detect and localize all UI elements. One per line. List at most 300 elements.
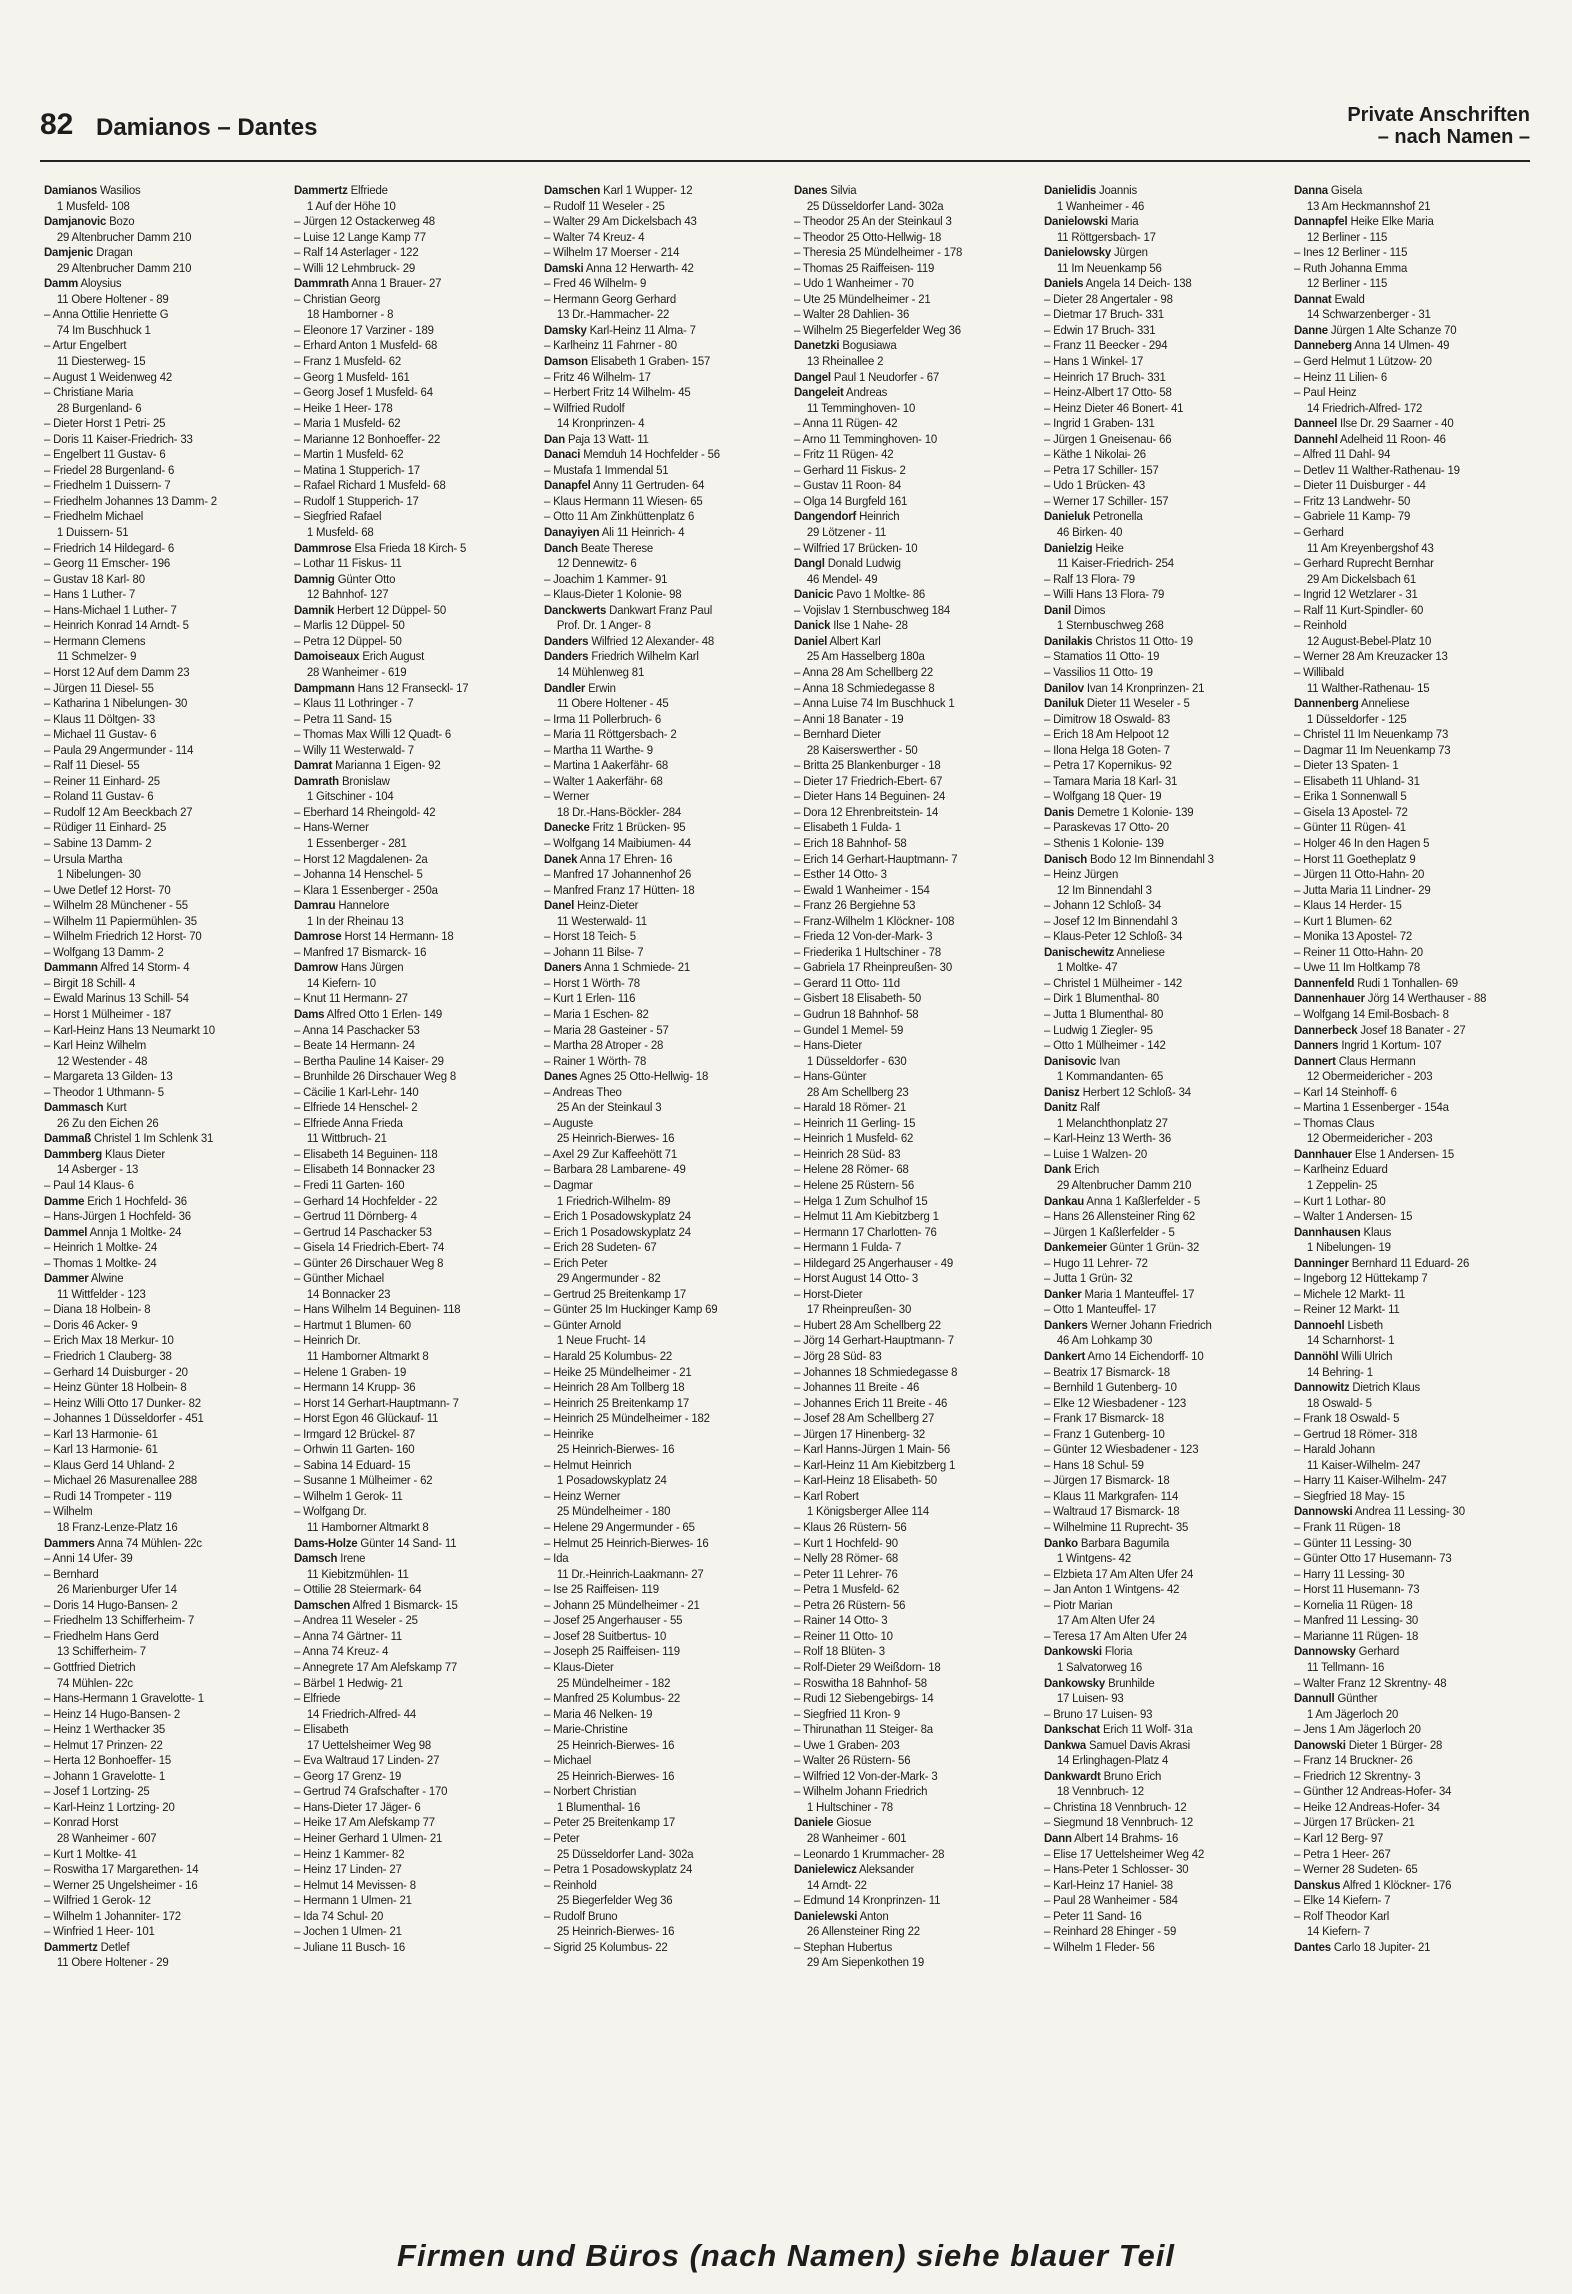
entry-line: – Harry 11 Lessing- 30 [1294, 1566, 1405, 1581]
entry-line: – Heike 17 Am Alefskamp 77 [294, 1815, 435, 1830]
entry-surname-line: Daniel Albert Karl [794, 633, 881, 648]
entry-line: – Willi Hans 13 Flora- 79 [1044, 587, 1165, 602]
entry-address-line: 26 Marienburger Ufer 14 [56, 1582, 177, 1597]
entry-surname-line: Dan Paja 13 Watt- 11 [544, 431, 649, 446]
entry-line: – Michael 26 Masurenallee 288 [44, 1473, 198, 1488]
entry-address-line: 1 Neue Frucht- 14 [556, 1333, 646, 1348]
entry-line: – Dieter 28 Angertaler - 98 [1044, 291, 1173, 306]
entry-line: – Kurt 1 Lothar- 80 [1294, 1193, 1386, 1208]
entry-address-line: 25 Düsseldorfer Land- 302a [806, 198, 944, 213]
entry-line: – Helmut Heinrich [544, 1457, 632, 1472]
entry-surname-line: Dammer Alwine [44, 1271, 124, 1286]
entry-line: – Hubert 28 Am Schellberg 22 [794, 1317, 941, 1332]
entry-line: – Günther 12 Andreas-Hofer- 34 [1294, 1784, 1452, 1799]
entry-address-line: 12 Obermeidericher - 203 [1306, 1131, 1433, 1146]
entry-address-line: 25 Mündelheimer - 180 [556, 1504, 671, 1519]
entry-surname-line: Dammertz Elfriede [294, 183, 388, 197]
entry-address-line: 14 Arndt- 22 [806, 1877, 867, 1892]
entry-line: – Heiner Gerhard 1 Ulmen- 21 [294, 1830, 443, 1845]
entry-line: – Heinz 17 Linden- 27 [294, 1862, 402, 1877]
entry-line: – Siegfried 11 Kron- 9 [794, 1706, 901, 1721]
entry-line: – Maria 28 Gasteiner - 57 [544, 1022, 669, 1037]
entry-surname-line: Danes Agnes 25 Otto-Hellwig- 18 [544, 1069, 709, 1084]
entry-line: – Petra 1 Posadowskyplatz 24 [544, 1862, 693, 1877]
directory-column-2 [294, 183, 515, 2208]
entry-line: – Anna 74 Kreuz- 4 [294, 1644, 389, 1659]
entry-surname-line: Danielowsky Jürgen [1044, 245, 1148, 260]
entry-line: – Wilhelm 17 Moerser - 214 [544, 245, 680, 260]
entry-line: – Elfriede 14 Henschel- 2 [294, 1100, 418, 1115]
entry-line: – Ralf 11 Diesel- 55 [44, 758, 140, 773]
entry-line: – Thirunathan 11 Steiger- 8a [794, 1722, 933, 1737]
entry-line: – Heike 25 Mündelheimer - 21 [544, 1364, 692, 1379]
entry-line: – Wilhelm Friedrich 12 Horst- 70 [44, 929, 202, 944]
entry-address-line: 1 Auf der Höhe 10 [306, 198, 396, 213]
entry-line: – Karl-Heinz 13 Werth- 36 [1044, 1131, 1171, 1146]
entry-line: – Klaus 14 Herder- 15 [1294, 898, 1402, 913]
entry-line: – Konrad Horst [44, 1815, 119, 1830]
entry-line: – Erika 1 Sonnenwall 5 [1294, 789, 1407, 804]
entry-line: – Friedhelm 1 Duissern- 7 [44, 478, 171, 493]
entry-line: – Theodor 25 Otto-Hellwig- 18 [794, 229, 942, 244]
entry-line: – Klara 1 Essenberger - 250a [294, 882, 438, 897]
entry-line: – Ewald 1 Wanheimer - 154 [794, 882, 930, 897]
entry-address-line: 28 Wanheimer - 601 [806, 1830, 907, 1845]
entry-line: – Olga 14 Burgfeld 161 [794, 493, 908, 508]
entry-line: – Axel 29 Zur Kaffeehött 71 [544, 1146, 677, 1161]
entry-address-line: 11 Wittfelder - 123 [56, 1286, 146, 1301]
entry-line: – Horst 12 Auf dem Damm 23 [44, 664, 190, 679]
entry-line: – Klaus 11 Döltgen- 33 [44, 711, 156, 726]
entry-line: – Heinrich 1 Musfeld- 62 [794, 1131, 914, 1146]
entry-line: – Artur Engelbert [44, 338, 127, 353]
entry-line: – Günter 26 Dirschauer Weg 8 [294, 1255, 444, 1270]
entry-line: – Juliane 11 Busch- 16 [294, 1939, 406, 1954]
entry-surname-line: Dams Alfred Otto 1 Erlen- 149 [294, 1006, 443, 1021]
page-title: Damianos – Dantes [96, 114, 318, 141]
entry-address-line: 29 Altenbrucher Damm 210 [1056, 1178, 1192, 1192]
entry-line: – Martina 1 Aakerfähr- 68 [544, 758, 669, 773]
entry-line: – Helmut 14 Mevissen- 8 [294, 1877, 416, 1892]
entry-surname-line: Damme Erich 1 Hochfeld- 36 [44, 1193, 187, 1208]
section-title [1347, 104, 1530, 148]
entry-line: – Susanne 1 Mülheimer - 62 [294, 1473, 433, 1488]
entry-surname-line: Damsch Irene [294, 1551, 366, 1566]
footer-note: Firmen und Büros (nach Namen) siehe blauer Teil [397, 2238, 1175, 2273]
entry-line: – Gabriela 17 Rheinpreußen- 30 [794, 960, 952, 975]
entry-line: – Michael 11 Gustav- 6 [44, 727, 157, 742]
entry-line: – Edmund 14 Kronprinzen- 11 [794, 1893, 941, 1908]
entry-line: – Reiner 11 Otto- 10 [794, 1628, 893, 1643]
entry-line: – Theodor 25 An der Steinkaul 3 [794, 214, 952, 229]
entry-line: – Gudrun 18 Bahnhof- 58 [794, 1006, 919, 1021]
entry-surname-line: Dammel Annja 1 Moltke- 24 [44, 1224, 182, 1239]
entry-address-line: 18 Dr.-Hans-Böckler- 284 [556, 804, 682, 819]
entry-line: – Sthenis 1 Kolonie- 139 [1044, 835, 1164, 850]
entry-line: – Hermann 14 Krupp- 36 [294, 1380, 416, 1395]
entry-line: – Ida 74 Schul- 20 [294, 1908, 384, 1923]
entry-surname-line: Danis Demetre 1 Kolonie- 139 [1044, 804, 1194, 819]
entry-line: – Werner [544, 789, 590, 804]
entry-line: – Jürgen 17 Hinenberg- 32 [794, 1426, 926, 1441]
entry-address-line: 46 Mendel- 49 [806, 571, 878, 586]
entry-line: – Karl Robert [794, 1488, 859, 1503]
entry-line: – Ralf 11 Kurt-Spindler- 60 [1294, 602, 1424, 617]
entry-line: – Hermann 1 Ulmen- 21 [294, 1893, 412, 1908]
entry-address-line: 1 Wanheimer - 46 [1056, 198, 1145, 213]
entry-surname-line: Dankowsky Brunhilde [1044, 1675, 1155, 1690]
entry-line: – Karl Heinz Wilhelm [44, 1038, 147, 1053]
entry-line: – Paul Heinz [1294, 385, 1357, 400]
entry-surname-line: Dandler Erwin [544, 680, 616, 695]
entry-line: – Petra 17 Kopernikus- 92 [1044, 758, 1172, 773]
entry-line: – Käthe 1 Nikolai- 26 [1044, 447, 1146, 462]
entry-line: – Maria 46 Nelken- 19 [544, 1706, 653, 1721]
entry-line: – Erich Max 18 Merkur- 10 [44, 1333, 174, 1348]
entry-line: – Eleonore 17 Varziner - 189 [294, 322, 434, 337]
entry-line: – Jens 1 Am Jägerloch 20 [1294, 1722, 1421, 1737]
entry-address-line: 1 In der Rheinau 13 [306, 913, 404, 928]
entry-line: – Gerhard 14 Hochfelder - 22 [294, 1193, 438, 1208]
entry-line: – Roswitha 18 Bahnhof- 58 [794, 1675, 927, 1690]
entry-address-line: 11 Am Kreyenbergshof 43 [1306, 540, 1434, 555]
entry-surname-line: Dangl Donald Ludwig [794, 556, 901, 571]
entry-address-line: 11 Im Neuenkamp 56 [1056, 260, 1162, 275]
entry-line: – Günter 12 Wiesbadener - 123 [1044, 1442, 1199, 1457]
entry-surname-line: Danneberg Anna 14 Ulmen- 49 [1294, 338, 1450, 353]
entry-line: – Heinrich Dr. [294, 1333, 361, 1348]
directory-column-3 [544, 183, 765, 2208]
entry-line: – Kurt 1 Hochfeld- 90 [794, 1535, 898, 1550]
entry-line: – Johannes 11 Breite - 46 [794, 1380, 920, 1395]
entry-line: – Heinrich 11 Gerling- 15 [794, 1115, 916, 1130]
entry-address-line: 1 Essenberger - 281 [306, 835, 407, 850]
entry-address-line: 25 An der Steinkaul 3 [556, 1100, 662, 1115]
entry-line: – Siegfried 18 May- 15 [1294, 1488, 1405, 1503]
entry-line: – Siegfried Rafael [294, 509, 382, 524]
entry-line: – Anna Ottilie Henriette G [44, 307, 169, 322]
entry-surname-line: Danninger Bernhard 11 Eduard- 26 [1294, 1255, 1470, 1270]
entry-surname-line: Danaci Memduh 14 Hochfelder - 56 [544, 447, 720, 462]
entry-line: – Jutta 1 Blumenthal- 80 [1044, 1006, 1164, 1021]
entry-line: – Willy 11 Westerwald- 7 [294, 742, 414, 757]
entry-line: – Horst Egon 46 Glückauf- 11 [294, 1411, 439, 1426]
entry-line: – Harald 18 Römer- 21 [794, 1100, 907, 1115]
entry-line: – Heinrich Konrad 14 Arndt- 5 [44, 618, 189, 633]
entry-surname-line: Danecke Fritz 1 Brücken- 95 [544, 820, 686, 835]
entry-line: – Karl-Heinz 1 Lortzing- 20 [44, 1799, 175, 1814]
entry-surname-line: Damrau Hannelore [294, 898, 390, 913]
entry-address-line: 1 Friedrich-Wilhelm- 89 [556, 1193, 671, 1208]
entry-line: – Matina 1 Stupperich- 17 [294, 462, 420, 477]
entry-line: – Heinrich 25 Breitenkamp 17 [544, 1395, 690, 1410]
entry-line: – Hans-Hermann 1 Gravelotte- 1 [44, 1691, 204, 1706]
entry-line: – Gustav 18 Karl- 80 [44, 571, 145, 586]
entry-line: – Werner 17 Schiller- 157 [1044, 493, 1169, 508]
entry-line: – Ingeborg 12 Hüttekamp 7 [1294, 1271, 1428, 1286]
entry-line: – Hugo 11 Lehrer- 72 [1044, 1255, 1148, 1270]
entry-surname-line: Danielowski Maria [1044, 214, 1139, 229]
entry-line: – Rafael Richard 1 Musfeld- 68 [294, 478, 446, 493]
entry-line: – Rolf Theodor Karl [1294, 1908, 1390, 1923]
entry-surname-line: Dannull Günther [1294, 1691, 1378, 1706]
entry-surname-line: Danckwerts Dankwart Franz Paul [544, 602, 713, 617]
entry-surname-line: Daners Anna 1 Schmiede- 21 [544, 960, 691, 975]
entry-line: – Bernhild 1 Gutenberg- 10 [1044, 1380, 1177, 1395]
entry-line: – Marlis 12 Düppel- 50 [294, 618, 405, 633]
entry-address-line: 25 Heinrich-Bierwes- 16 [556, 1924, 675, 1939]
entry-line: – Fredi 11 Garten- 160 [294, 1178, 405, 1192]
entry-line: – Teresa 17 Am Alten Ufer 24 [1044, 1628, 1187, 1643]
entry-address-line: 1 Moltke- 47 [1056, 960, 1118, 975]
entry-address-line: 25 Biegerfelder Weg 36 [556, 1893, 673, 1908]
entry-address-line: 46 Am Lohkamp 30 [1056, 1333, 1153, 1348]
entry-line: – Klaus-Peter 12 Schloß- 34 [1044, 929, 1183, 944]
entry-line: – Friedrich 1 Clauberg- 38 [44, 1349, 172, 1364]
entry-line: – Willibald [1294, 664, 1344, 679]
entry-line: – Josef 1 Lortzing- 25 [44, 1784, 150, 1799]
entry-surname-line: Dankwardt Bruno Erich [1044, 1768, 1162, 1783]
entry-address-line: 1 Am Jägerloch 20 [1306, 1706, 1399, 1721]
entry-line: – Beatrix 17 Bismarck- 18 [1044, 1364, 1170, 1379]
entry-address-line: 11 Obere Holtener - 29 [56, 1955, 169, 1970]
entry-line: – Georg 11 Emscher- 196 [44, 556, 171, 571]
entry-line: – Dietmar 17 Bruch- 331 [1044, 307, 1164, 322]
entry-address-line: 25 Heinrich-Bierwes- 16 [556, 1131, 675, 1146]
entry-address-line: 17 Am Alten Ufer 24 [1056, 1613, 1155, 1628]
entry-line: – Wilfried Rudolf [544, 400, 625, 415]
entry-line: – Anna 18 Schmiedegasse 8 [794, 680, 935, 695]
entry-line: – Dimitrow 18 Oswald- 83 [1044, 711, 1171, 726]
entry-address-line: 14 Friedrich-Alfred- 44 [306, 1706, 417, 1721]
entry-surname-line: Dannert Claus Hermann [1294, 1053, 1416, 1068]
entry-line: – Vojislav 1 Sternbuschweg 184 [794, 602, 951, 617]
entry-address-line: 1 Düsseldorfer - 125 [1306, 711, 1407, 726]
entry-surname-line: Danielewicz Aleksander [794, 1862, 915, 1877]
entry-line: – Josef 25 Angerhauser - 55 [544, 1613, 683, 1628]
entry-line: – Christina 18 Vennbruch- 12 [1044, 1799, 1187, 1814]
entry-line: – Frieda 12 Von-der-Mark- 3 [794, 929, 933, 944]
entry-line: – Günther Michael [294, 1271, 385, 1286]
entry-line: – Karl 12 Berg- 97 [1294, 1830, 1384, 1845]
entry-line: – Marie-Christine [544, 1722, 628, 1737]
entry-line: – Helene 1 Graben- 19 [294, 1364, 407, 1379]
entry-line: – Thomas 1 Moltke- 24 [44, 1255, 157, 1270]
entry-address-line: 25 Heinrich-Bierwes- 16 [556, 1768, 675, 1783]
entry-address-line: 13 Schifferheim- 7 [56, 1644, 146, 1659]
entry-surname-line: Dankau Anna 1 Kaßlerfelder - 5 [1044, 1193, 1201, 1208]
entry-line: – Karl-Heinz 18 Elisabeth- 50 [794, 1473, 937, 1488]
entry-address-line: 11 Kiebitzmühlen- 11 [306, 1566, 409, 1581]
entry-line: – Elfriede Anna Frieda [294, 1115, 403, 1130]
entry-line: – Frank 18 Oswald- 5 [1294, 1411, 1400, 1426]
entry-line: – Jürgen 17 Brücken- 21 [1294, 1815, 1415, 1830]
entry-address-line: 29 Lötzener - 11 [806, 525, 887, 540]
entry-line: – Wilfried 17 Brücken- 10 [794, 540, 918, 555]
entry-line: – Franz 14 Bruckner- 26 [1294, 1753, 1413, 1768]
entry-line: – Reinhold [1294, 618, 1347, 633]
entry-line: – Karl-Heinz Hans 13 Neumarkt 10 [44, 1022, 215, 1037]
entry-line: – Werner 28 Sudeten- 65 [1294, 1862, 1418, 1877]
entry-line: – Elke 12 Wiesbadener - 123 [1044, 1395, 1187, 1410]
entry-line: – Thomas 25 Raiffeisen- 119 [794, 260, 935, 275]
entry-line: – Lothar 11 Fiskus- 11 [294, 556, 402, 571]
entry-line: – Karlheinz 11 Fahrner - 80 [544, 338, 677, 353]
entry-surname-line: Daniels Angela 14 Deich- 138 [1044, 276, 1192, 291]
entry-address-line: 11 Hamborner Altmarkt 8 [306, 1349, 429, 1364]
section-title-line1: Private Anschriften [1347, 104, 1530, 126]
entry-line: – Theodor 1 Uthmann- 5 [44, 1084, 164, 1099]
entry-line: – Hans-Peter 1 Schlosser- 30 [1044, 1862, 1189, 1877]
entry-line: – Ralf 13 Flora- 79 [1044, 571, 1135, 586]
entry-line: – Jutta 1 Grün- 32 [1044, 1271, 1133, 1286]
entry-surname-line: Dangeleit Andreas [794, 385, 888, 400]
entry-address-line: 14 Schwarzenberger - 31 [1306, 307, 1431, 322]
entry-address-line: 13 Am Heckmannshof 21 [1306, 198, 1431, 213]
entry-line: – Hans-Michael 1 Luther- 7 [44, 602, 177, 617]
entry-line: – Gerhard 11 Fiskus- 2 [794, 462, 906, 477]
entry-surname-line: Dammers Anna 74 Mühlen- 22c [44, 1535, 202, 1550]
entry-line: – Karlheinz Eduard [1294, 1162, 1388, 1177]
entry-surname-line: Dannenhauer Jörg 14 Werthauser - 88 [1294, 991, 1487, 1006]
entry-line: – Rudolf 1 Stupperich- 17 [294, 493, 419, 508]
entry-line: – Helmut 25 Heinrich-Bierwes- 16 [544, 1535, 709, 1550]
entry-line: – Esther 14 Otto- 3 [794, 867, 887, 882]
entry-line: – Martina 1 Essenberger - 154a [1294, 1100, 1449, 1115]
entry-surname-line: Damjanovic Bozo [44, 214, 135, 229]
entry-line: – Franz 26 Bergiehne 53 [794, 898, 916, 913]
entry-line: – Maria 1 Eschen- 82 [544, 1006, 649, 1021]
entry-surname-line: Danitz Ralf [1044, 1100, 1100, 1115]
entry-address-line: 11 Kaiser-Wilhelm- 247 [1306, 1457, 1421, 1472]
entry-line: – Friedrich 14 Hildegard- 6 [44, 540, 174, 555]
entry-line: – Siegmund 18 Vennbruch- 12 [1044, 1815, 1194, 1830]
entry-line: – Gottfried Dietrich [44, 1659, 136, 1674]
entry-line: – Hermann 17 Charlotten- 76 [794, 1224, 937, 1239]
entry-line: – Karl-Heinz 17 Haniel- 38 [1044, 1877, 1173, 1892]
entry-line: – Elisabeth [294, 1722, 349, 1737]
entry-surname-line: Danders Wilfried 12 Alexander- 48 [544, 633, 715, 648]
entry-address-line: 12 Obermeidericher - 203 [1306, 1069, 1433, 1084]
entry-address-line: 18 Oswald- 5 [1306, 1395, 1372, 1410]
entry-surname-line: Damm Aloysius [44, 276, 122, 291]
entry-line: – Dieter 13 Spaten- 1 [1294, 758, 1399, 773]
entry-surname-line: Dankert Arno 14 Eichendorff- 10 [1044, 1349, 1204, 1364]
entry-line: – Uwe 1 Graben- 203 [794, 1737, 900, 1752]
entry-line: – Wilhelm 1 Johanniter- 172 [44, 1908, 181, 1923]
entry-line: – Elfriede [294, 1691, 341, 1706]
entry-address-line: 11 Hamborner Altmarkt 8 [306, 1520, 429, 1535]
entry-line: – Heinz Günter 18 Holbein- 8 [44, 1380, 187, 1395]
entry-line: – Harald 25 Kolumbus- 22 [544, 1349, 673, 1364]
entry-line: – Friedrich 12 Skrentny- 3 [1294, 1768, 1421, 1783]
entry-line: – Willi 12 Lehmbruck- 29 [294, 260, 416, 275]
entry-line: – Paula 29 Angermunder - 114 [44, 742, 194, 757]
entry-line: – Roland 11 Gustav- 6 [44, 789, 154, 804]
entry-surname-line: Dannehl Adelheid 11 Roon- 46 [1294, 431, 1446, 446]
entry-line: – Erhard Anton 1 Musfeld- 68 [294, 338, 438, 353]
entry-surname-line: Dannhausen Klaus [1294, 1224, 1392, 1239]
entry-line: – Margareta 13 Gilden- 13 [44, 1069, 173, 1084]
entry-line: – Gundel 1 Memel- 59 [794, 1022, 904, 1037]
entry-line: – Knut 11 Hermann- 27 [294, 991, 408, 1006]
entry-address-line: 11 Schmelzer- 9 [56, 649, 137, 664]
entry-line: – Walter 28 Dahlien- 36 [794, 307, 910, 322]
entry-line: – Roswitha 17 Margarethen- 14 [44, 1862, 199, 1877]
entry-line: – Erich Peter [544, 1255, 608, 1270]
entry-line: – Horst 1 Wörth- 78 [544, 975, 640, 990]
entry-line: – Wolfgang 13 Damm- 2 [44, 944, 164, 959]
entry-line: – Fritz 46 Wilhelm- 17 [544, 369, 651, 384]
entry-line: – Horst-Dieter [794, 1286, 863, 1301]
entry-surname-line: Danko Barbara Bagumila [1044, 1535, 1170, 1550]
entry-line: – Christel 11 Im Neuenkamp 73 [1294, 727, 1449, 742]
entry-line: – Irmgard 12 Brückel- 87 [294, 1426, 416, 1441]
entry-line: – Piotr Marian [1044, 1597, 1113, 1612]
entry-line: – Holger 46 In den Hagen 5 [1294, 835, 1430, 850]
entry-line: – Elisabeth 14 Beguinen- 118 [294, 1146, 438, 1161]
entry-line: – Andreas Theo [544, 1084, 622, 1099]
entry-line: – Gustav 11 Roon- 84 [794, 478, 902, 493]
entry-line: – Doris 46 Acker- 9 [44, 1317, 138, 1332]
entry-line: – Elisabeth 14 Bonnacker 23 [294, 1162, 435, 1177]
entry-line: – Manfred 25 Kolumbus- 22 [544, 1691, 681, 1706]
entry-line: – Werner 25 Ungelsheimer - 16 [44, 1877, 198, 1892]
entry-line: – Peter 25 Breitenkamp 17 [544, 1815, 676, 1830]
entry-line: – Karl 14 Steinhoff- 6 [1294, 1084, 1397, 1099]
entry-address-line: 13 Dr.-Hammacher- 22 [556, 307, 670, 322]
entry-line: – Petra 1 Heer- 267 [1294, 1846, 1391, 1861]
entry-line: – Eva Waltraud 17 Linden- 27 [294, 1753, 440, 1768]
entry-line: – Erich 18 Am Helpoot 12 [1044, 727, 1169, 742]
entry-line: – Paul 14 Klaus- 6 [44, 1178, 134, 1192]
entry-line: – Jürgen 11 Otto-Hahn- 20 [1294, 867, 1425, 882]
entry-line: – Helene 25 Rüstern- 56 [794, 1178, 914, 1192]
entry-line: – Hans 18 Schul- 59 [1044, 1457, 1144, 1472]
entry-line: – Irma 11 Pollerbruch- 6 [544, 711, 662, 726]
entry-line: – Ingrid 12 Wetzlarer - 31 [1294, 587, 1418, 602]
entry-line: – Manfred Franz 17 Hütten- 18 [544, 882, 695, 897]
entry-line: – Kurt 1 Erlen- 116 [544, 991, 636, 1006]
entry-line: – Reiner 11 Otto-Hahn- 20 [1294, 944, 1423, 959]
entry-line: – Hermann Clemens [44, 633, 146, 648]
entry-line: – Jörg 14 Gerhart-Hauptmann- 7 [794, 1333, 954, 1348]
entry-surname-line: Damianos Wasilios [44, 183, 141, 197]
entry-address-line: 12 Westender - 48 [56, 1053, 148, 1068]
entry-line: – Thomas Claus [1294, 1115, 1375, 1130]
entry-line: – Erich 1 Posadowskyplatz 24 [544, 1209, 691, 1224]
entry-address-line: 11 Tellmann- 16 [1306, 1659, 1385, 1674]
entry-surname-line: Dannat Ewald [1294, 291, 1365, 306]
entry-line: – Anna 28 Am Schellberg 22 [794, 664, 934, 679]
entry-line: – Wilfried 1 Gerok- 12 [44, 1893, 151, 1908]
entry-line: – Josef 12 Im Binnendahl 3 [1044, 913, 1178, 928]
entry-line: – Ruth Johanna Emma [1294, 260, 1408, 275]
entry-address-line: 11 Diesterweg- 15 [56, 354, 146, 369]
entry-line: – Uwe Detlef 12 Horst- 70 [44, 882, 171, 897]
entry-line: – Gertrud 14 Paschacker 53 [294, 1224, 432, 1239]
entry-line: – Anna Luise 74 Im Buschhuck 1 [794, 696, 955, 711]
entry-line: – Walter 1 Aakerfähr- 68 [544, 773, 663, 788]
entry-surname-line: Dankemeier Günter 1 Grün- 32 [1044, 1240, 1200, 1255]
entry-line: – Walter 26 Rüstern- 56 [794, 1753, 911, 1768]
entry-surname-line: Danilov Ivan 14 Kronprinzen- 21 [1044, 680, 1205, 695]
entry-address-line: 26 Allensteiner Ring 22 [806, 1924, 920, 1939]
entry-line: – Anna 14 Paschacker 53 [294, 1022, 420, 1037]
entry-line: – Wolfgang 14 Emil-Bosbach- 8 [1294, 1006, 1449, 1021]
entry-line: – Cäcilie 1 Karl-Lehr- 140 [294, 1084, 419, 1099]
entry-line: – Eberhard 14 Rheingold- 42 [294, 804, 436, 819]
